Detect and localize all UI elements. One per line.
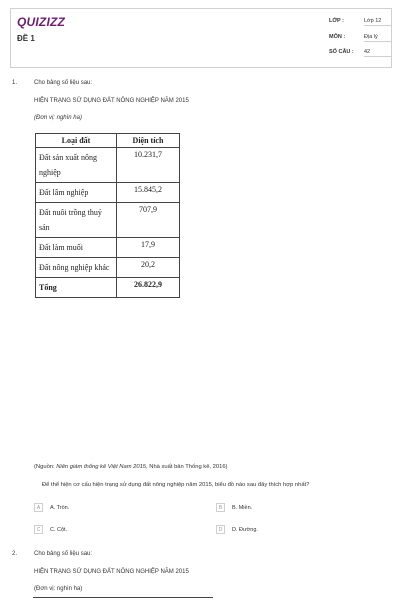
subject-value: Địa lý — [364, 34, 392, 42]
class-label: LỚP : — [329, 18, 344, 24]
table-total-row — [36, 278, 180, 298]
table-row — [36, 238, 180, 258]
option-b-checkbox[interactable]: B — [216, 503, 225, 512]
option-c-checkbox[interactable]: C — [34, 525, 43, 534]
worksheet-header — [10, 8, 392, 68]
land-type-cell: Đất nông nghiệp khác — [36, 258, 117, 278]
question-count-label: SỐ CÂU : — [329, 49, 354, 55]
question-2-table-title: HIỆN TRẠNG SỬ DỤNG ĐẤT NÔNG NGHIỆP NĂM 2015 — [34, 569, 189, 575]
question-1-unit: (Đơn vị: nghìn ha) — [34, 115, 82, 121]
table-row — [36, 148, 180, 183]
table-row — [36, 203, 180, 238]
option-a-checkbox[interactable]: A — [34, 503, 43, 512]
land-type-cell: Đất lâm nghiệp — [36, 183, 117, 203]
option-a-label[interactable]: A. Tròn. — [50, 505, 70, 511]
option-d-checkbox[interactable]: D — [216, 525, 225, 534]
area-cell: 10.231,7 — [117, 148, 180, 183]
worksheet-title: ĐỀ 1 — [17, 34, 35, 43]
question-1-prompt: Để thể hiện cơ cấu hiện trạng sử dụng đất nông nghiệp năm 2015, biểu đồ nào sau đây thích hợp nhất? — [42, 482, 310, 488]
question-1-number: 1. — [12, 80, 18, 86]
question-2-intro: Cho bảng số liệu sau: — [34, 551, 93, 557]
option-c-label[interactable]: C. Cột. — [50, 527, 68, 533]
question-count-value: 42 — [364, 49, 392, 57]
land-type-cell: Đất sản xuất nông nghiệp — [36, 148, 117, 183]
land-use-table — [35, 133, 180, 298]
land-type-cell: Đất làm muối — [36, 238, 117, 258]
class-value: Lớp 12 — [364, 18, 392, 26]
question-1-table-title: HIỆN TRẠNG SỬ DỤNG ĐẤT NÔNG NGHIỆP NĂM 2015 — [34, 98, 189, 104]
area-cell: 707,9 — [117, 203, 180, 238]
table-row — [36, 258, 180, 278]
column-header: Diện tích — [117, 134, 180, 148]
land-type-cell: Đất nuôi trồng thuỷ sản — [36, 203, 117, 238]
question-2-number: 2. — [12, 551, 18, 557]
area-cell: 17,9 — [117, 238, 180, 258]
question-2-unit: (Đơn vị: nghìn ha) — [34, 586, 83, 592]
column-header: Loại đất — [36, 134, 117, 148]
source-title: Niên giám thống kê Việt Nam 2015 — [56, 464, 147, 470]
source-suffix: , Nhà xuất bản Thống kê, 2016) — [146, 464, 228, 470]
table-row — [36, 183, 180, 203]
total-value-cell: 26.822,9 — [117, 278, 180, 298]
question-1-source — [34, 464, 227, 470]
table-header-row — [36, 134, 180, 148]
subject-label: MÔN : — [329, 34, 346, 40]
option-d-label[interactable]: D. Đường. — [232, 527, 258, 533]
area-cell: 15.845,2 — [117, 183, 180, 203]
total-label-cell: Tổng — [36, 278, 117, 298]
source-prefix: (Nguồn: — [34, 464, 57, 470]
quizizz-logo: QUIZIZZ — [17, 15, 66, 29]
option-b-label[interactable]: B. Miền. — [232, 505, 253, 511]
question-1-intro: Cho bảng số liệu sau: — [34, 80, 93, 86]
area-cell: 20,2 — [117, 258, 180, 278]
